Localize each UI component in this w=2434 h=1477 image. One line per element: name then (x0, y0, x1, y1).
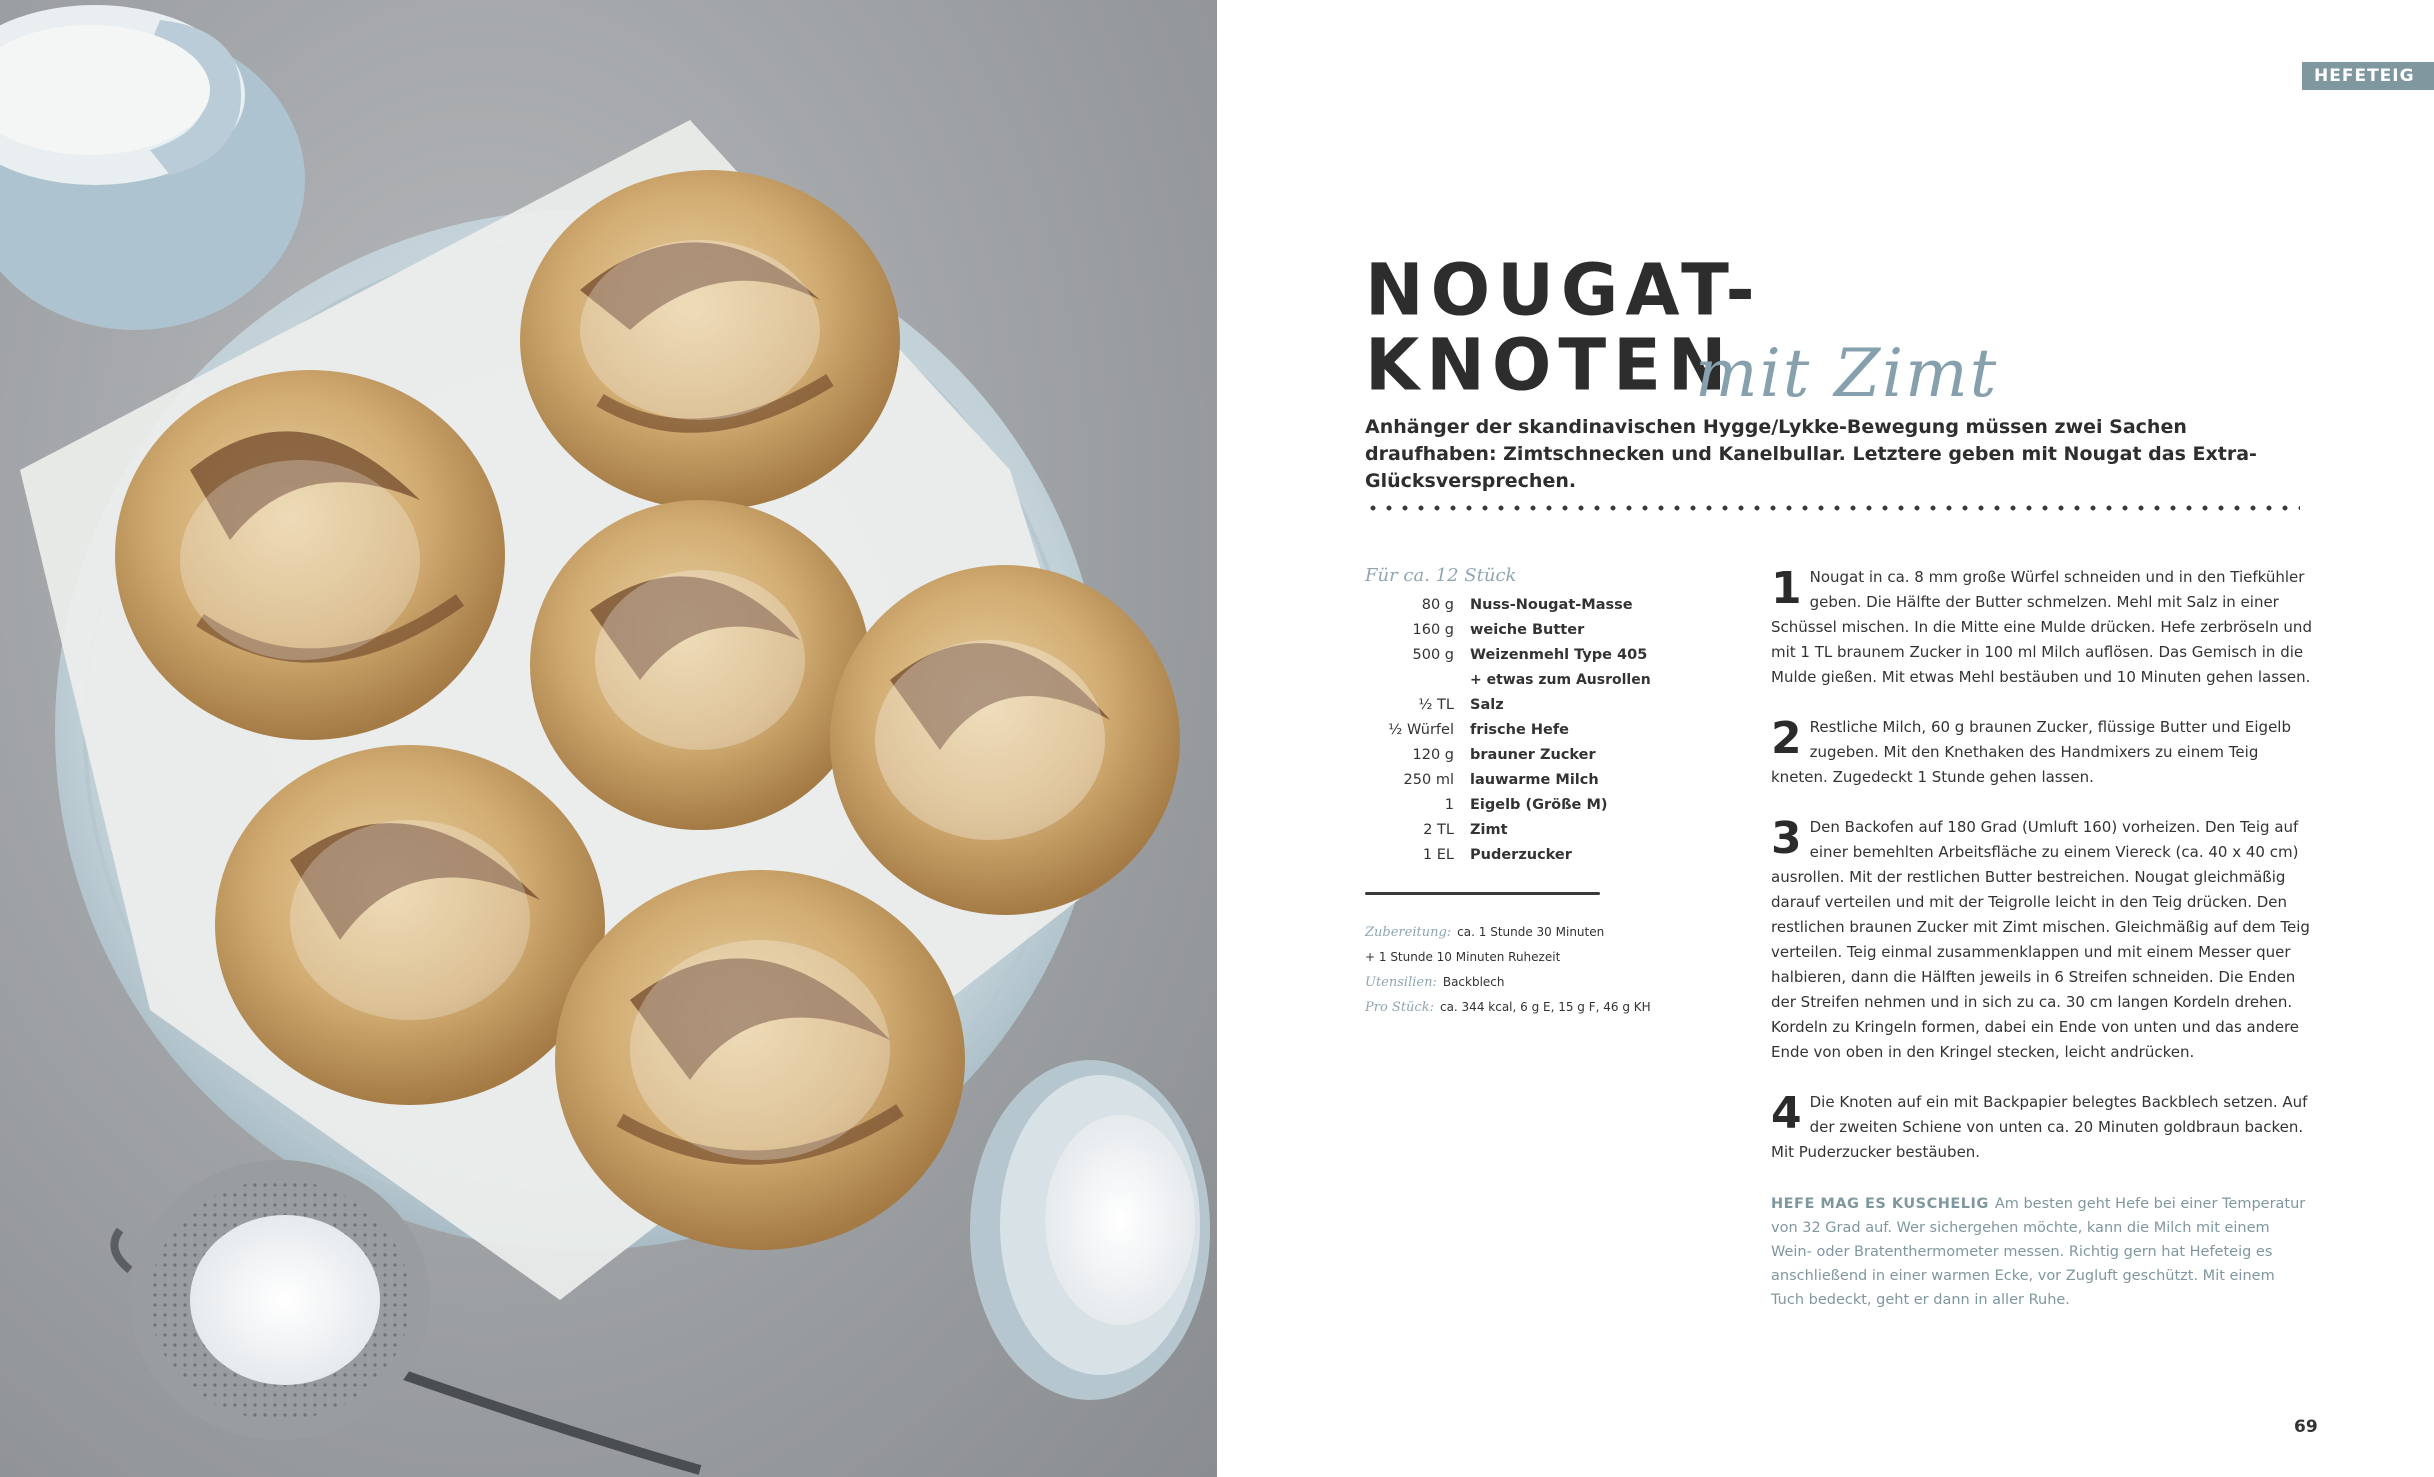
bun-bottom-center (555, 870, 965, 1250)
intro-text: Anhänger der skandinavischen Hygge/Lykke-Bewegung müssen zwei Sachen draufhaben: Zimtschnecken und Kanelbullar. Letztere geben mit Nougat das Extra-Glücksversprechen. (1365, 416, 2257, 492)
ingredient-name: frische Hefe (1470, 721, 1569, 738)
nutrition (1365, 995, 1695, 1020)
step-number: 4 (1771, 1088, 1802, 1139)
title-line-2: KNOTEN (1365, 323, 1734, 407)
step-number: 2 (1771, 713, 1802, 764)
ingredient-row (1365, 767, 1705, 792)
tip-text: Am besten geht Hefe bei einer Temperatur von 32 Grad auf. Wer sichergehen möchte, kann die Milch mit einem Wein- oder Bratenthermometer messen. Richtig gern hat Hefeteig es anschließend in einer warmen Ecke, vor Zugluft geschützt. Mit einem Tuch bedeckt, geht er dann in aller Ruhe. (1771, 1196, 2306, 1308)
prep-time (1365, 920, 1695, 945)
step-text: Die Knoten auf ein mit Backpapier belegtes Backblech setzen. Auf der zweiten Schiene von unten ca. 20 Minuten goldbraun backen. Mit Puderzucker bestäuben. (1771, 1093, 2308, 1161)
ingredient-row (1365, 617, 1705, 642)
ingredient-row (1365, 692, 1705, 717)
step-3 (1771, 815, 2316, 1065)
ingredient-row (1365, 717, 1705, 742)
ingredient-name: Zimt (1470, 821, 1508, 838)
ingredient-name: weiche Butter (1470, 621, 1585, 638)
step-text: Restliche Milch, 60 g braunen Zucker, flüssige Butter und Eigelb zugeben. Mit den Knethaken des Handmixers zu einem Teig kneten. Zugedeckt 1 Stunde gehen lassen. (1771, 718, 2291, 786)
step-1 (1771, 565, 2316, 690)
ingredient-amount: 2 TL (1423, 821, 1454, 838)
milk-jug (0, 5, 305, 330)
ingredient-row (1365, 592, 1705, 617)
page-number: 69 (2294, 1417, 2318, 1437)
bun-bottom-left (215, 745, 605, 1105)
nutrition-label: Pro Stück: (1365, 1000, 1434, 1015)
ingredient-amount: 1 EL (1422, 846, 1454, 863)
ingredients-divider (1365, 892, 1600, 895)
tip-heading: HEFE MAG ES KUSCHELIG (1771, 1196, 1989, 1212)
step-2 (1771, 715, 2316, 790)
ingredient-amount: 160 g (1412, 621, 1454, 638)
ingredient-amount: ½ TL (1418, 696, 1454, 713)
powdered-sugar-bowl (970, 1060, 1210, 1400)
ingredient-name: Salz (1470, 696, 1504, 713)
ingredient-row (1365, 642, 1705, 667)
ingredient-name: Puderzucker (1470, 846, 1572, 863)
bun-center (530, 500, 870, 830)
ingredient-row (1365, 817, 1705, 842)
ingredient-name: Weizenmehl Type 405 (1470, 646, 1648, 663)
tip-box (1771, 1192, 2311, 1312)
ingredient-row (1365, 742, 1705, 767)
ingredient-amount: 250 ml (1403, 771, 1454, 788)
ingredient-name: Nuss-Nougat-Masse (1470, 596, 1633, 613)
ingredient-name: Eigelb (Größe M) (1470, 796, 1608, 813)
recipe-meta (1365, 920, 1695, 1020)
ingredient-amount: ½ Würfel (1388, 721, 1454, 738)
title-line-1: NOUGAT- (1365, 248, 1762, 332)
title-script-subtitle: mit Zimt (1695, 335, 1999, 412)
ingredient-amount: 120 g (1412, 746, 1454, 763)
step-number: 1 (1771, 563, 1802, 614)
ingredient-row (1365, 842, 1705, 867)
ingredient-amount: 80 g (1421, 596, 1454, 613)
bun-left (115, 370, 505, 740)
ingredient-amount: 500 g (1412, 646, 1454, 663)
step-4 (1771, 1090, 2316, 1165)
nutrition-value: ca. 344 kcal, 6 g E, 15 g F, 46 g KH (1439, 1000, 1651, 1014)
step-text: Nougat in ca. 8 mm große Würfel schneiden und in den Tiefkühler geben. Die Hälfte der Butter schmelzen. Mehl mit Salz in einer Schüssel mischen. In die Mitte eine Mulde drücken. Hefe zerbröseln und mit 1 TL braunem Zucker in 100 ml Milch auflösen. Das Gemisch in die Mulde gießen. Mit etwas Mehl bestäuben und 10 Minuten gehen lassen. (1771, 568, 2312, 686)
section-tab: HEFETEIG (2302, 62, 2434, 90)
ingredients-heading: Für ca. 12 Stück (1365, 565, 1517, 586)
rest-time: + 1 Stunde 10 Minuten Ruhezeit (1365, 950, 1561, 964)
ingredient-row (1365, 792, 1705, 817)
tools-label: Utensilien: (1365, 975, 1437, 990)
step-number: 3 (1771, 813, 1802, 864)
bun-top (520, 170, 900, 510)
tools (1365, 970, 1695, 995)
dotted-divider (1365, 505, 2300, 511)
ingredient-name: lauwarme Milch (1470, 771, 1599, 788)
prep-label: Zubereitung: (1365, 925, 1452, 940)
ingredients-list (1365, 592, 1705, 867)
bun-right (830, 565, 1180, 915)
prep-value: ca. 1 Stunde 30 Minuten (1457, 925, 1605, 939)
ingredient-name: + etwas zum Ausrollen (1470, 671, 1651, 688)
tools-value: Backblech (1442, 975, 1505, 989)
ingredient-amount: 1 (1444, 796, 1454, 813)
step-text: Den Backofen auf 180 Grad (Umluft 160) vorheizen. Den Teig auf einer bemehlten Arbeitsfläche zu einem Viereck (ca. 40 x 40 cm) ausrollen. Mit der restlichen Butter bestreichen. Nougat gleichmäßig darauf verteilen und mit der Teigrolle leicht in den Teig drücken. Den restlichen braunen Zucker mit Zimt mischen. Gleichmäßig auf dem Teig verteilen. Teig einmal zusammenklappen und mit einem Messer quer halbieren, dann die Hälften jeweils in 6 Streifen schneiden. Die Enden der Streifen nehmen und in sich zu ca. 30 cm langen Kordeln drehen. Kordeln zu Kringeln formen, dabei ein Ende von unten und das andere Ende von oben in den Kringel stecken, leicht andrücken. (1771, 818, 2310, 1061)
ingredient-name: brauner Zucker (1470, 746, 1596, 763)
ingredient-row (1365, 667, 1705, 692)
